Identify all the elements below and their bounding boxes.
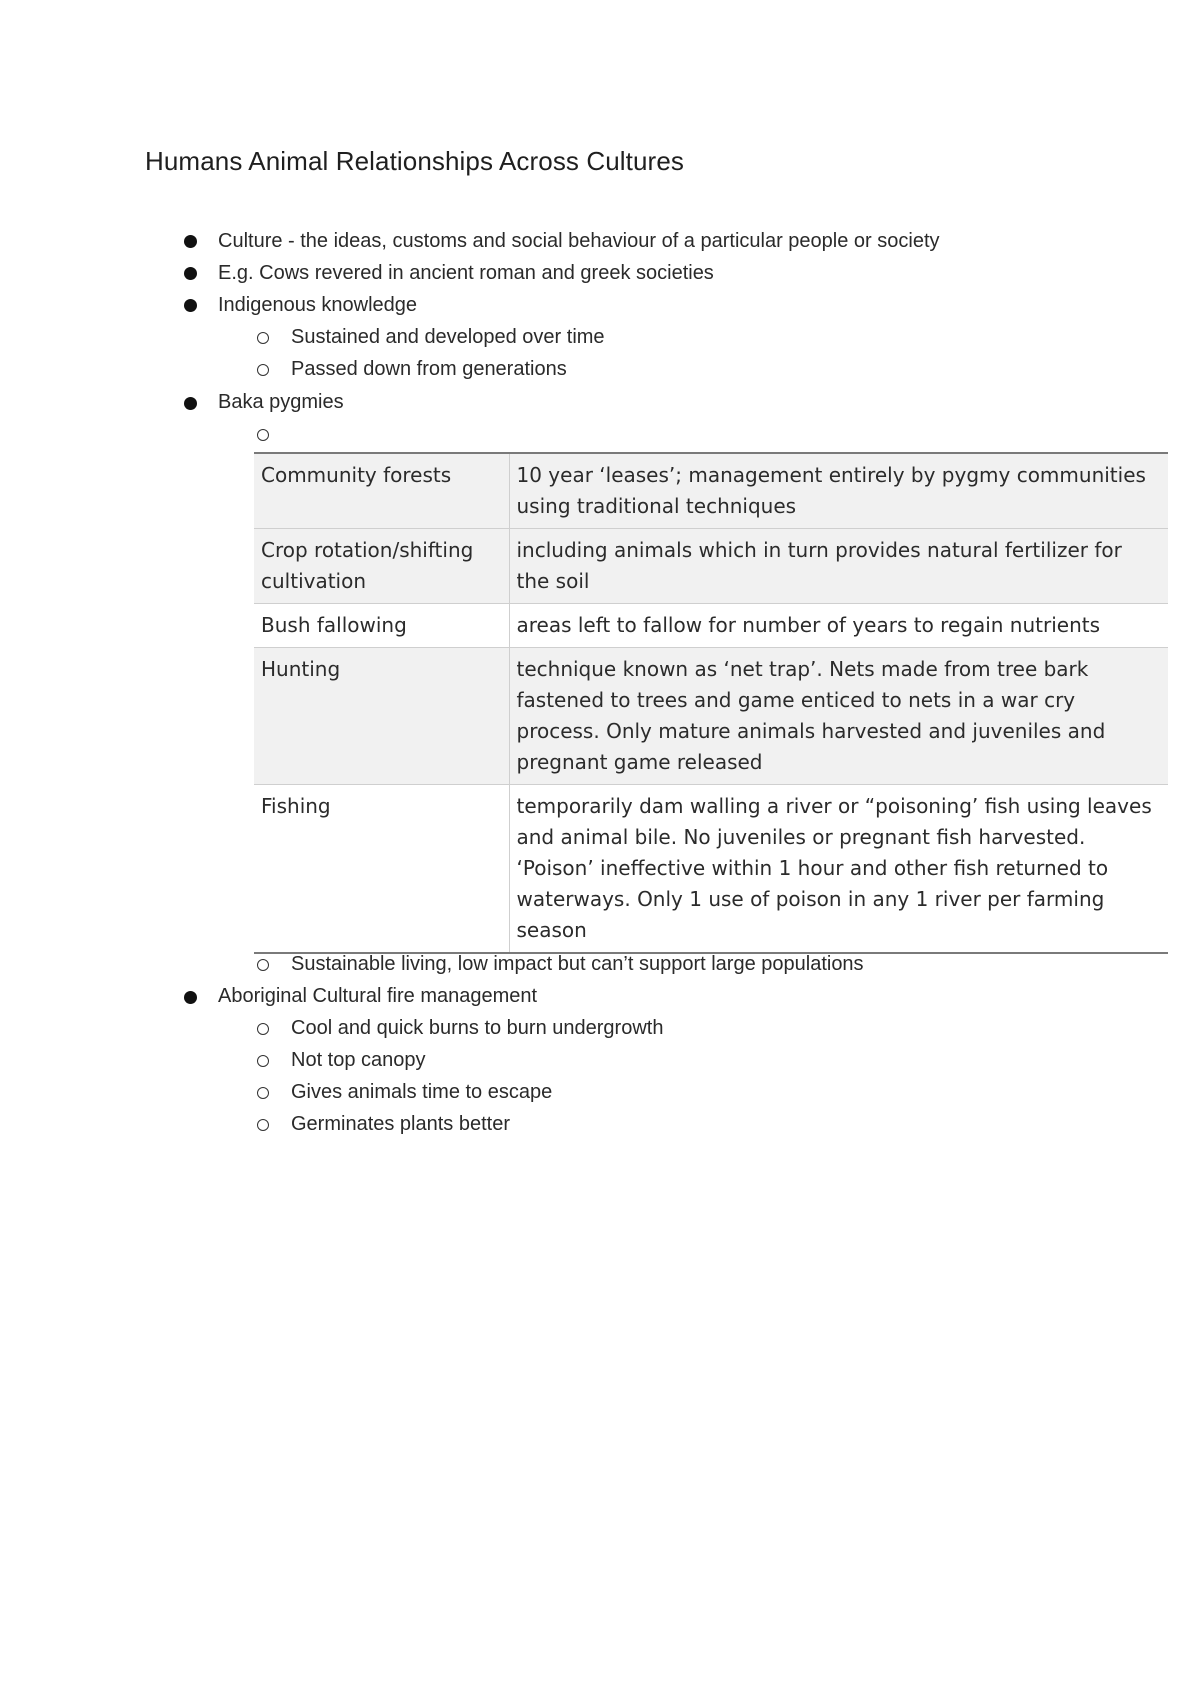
- table-cell-label: Crop rotation/shifting cultivation: [254, 529, 509, 604]
- table-row: [254, 529, 1168, 604]
- sub-item-animals-escape: Gives animals time to escape: [291, 1081, 553, 1103]
- bullet-circle-icon: [257, 1087, 269, 1099]
- table-row: [254, 785, 1168, 953]
- list-item-example: E.g. Cows revered in ancient roman and greek societies: [218, 262, 714, 284]
- table-cell-text: technique known as ‘net trap’. Nets made from tree bark fastened to trees and game enticed to nets in a war cry process. Only mature animals harvested and juveniles and pregnant game released: [509, 648, 1168, 785]
- table-cell-text: including animals which in turn provides natural fertilizer for the soil: [509, 529, 1168, 604]
- list-item-baka-pygmies: Baka pygmies: [218, 391, 344, 413]
- bullet-circle-icon: [257, 429, 269, 441]
- table-row: [254, 648, 1168, 785]
- sub-item-cool-burns: Cool and quick burns to burn undergrowth: [291, 1017, 664, 1039]
- bullet-circle-icon: [257, 332, 269, 344]
- table-cell-text: temporarily dam walling a river or “poisoning’ fish using leaves and animal bile. No juveniles or pregnant fish harvested. ‘Poison’ ineffective within 1 hour and other fish returned to waterways. Only 1 use of poison in any 1 river per farming season: [509, 785, 1168, 953]
- list-item-indigenous-knowledge: Indigenous knowledge: [218, 294, 418, 316]
- list-item-culture: Culture - the ideas, customs and social behaviour of a particular people or society: [218, 230, 940, 252]
- bullet-circle-icon: [257, 1055, 269, 1067]
- bullet-circle-icon: [257, 1119, 269, 1131]
- table-cell-text: 10 year ‘leases’; management entirely by pygmy communities using traditional techniques: [509, 454, 1168, 529]
- page-title: Humans Animal Relationships Across Cultures: [145, 146, 684, 176]
- table-cell-label: Fishing: [254, 785, 509, 953]
- bullet-dot-icon: [184, 235, 197, 248]
- sub-item-passed-down: Passed down from generations: [291, 358, 567, 380]
- table-row: [254, 454, 1168, 529]
- practices-table: [254, 452, 1168, 954]
- practices-table-grid: [254, 454, 1168, 952]
- sub-item-sustainable-living: Sustainable living, low impact but can’t support large populations: [291, 953, 864, 975]
- table-cell-text: areas left to fallow for number of years to regain nutrients: [509, 604, 1168, 648]
- table-row: [254, 604, 1168, 648]
- bullet-dot-icon: [184, 397, 197, 410]
- bullet-dot-icon: [184, 299, 197, 312]
- bullet-circle-icon: [257, 1023, 269, 1035]
- bullet-dot-icon: [184, 267, 197, 280]
- bullet-circle-icon: [257, 959, 269, 971]
- list-item-fire-management: Aboriginal Cultural fire management: [218, 985, 538, 1007]
- bullet-circle-icon: [257, 364, 269, 376]
- table-cell-label: Bush fallowing: [254, 604, 509, 648]
- sub-item-germinates: Germinates plants better: [291, 1113, 510, 1135]
- table-cell-label: Hunting: [254, 648, 509, 785]
- table-cell-label: Community forests: [254, 454, 509, 529]
- sub-item-sustained: Sustained and developed over time: [291, 326, 605, 348]
- sub-item-not-top-canopy: Not top canopy: [291, 1049, 426, 1071]
- bullet-dot-icon: [184, 991, 197, 1004]
